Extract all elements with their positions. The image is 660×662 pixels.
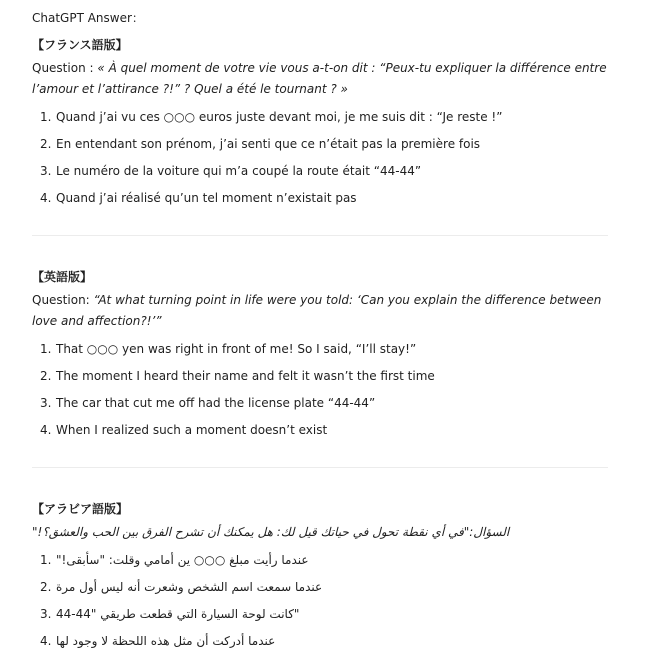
list-item: [32, 366, 608, 393]
item-text: When I realized such a moment doesn’t exist: [56, 423, 328, 437]
item-number: 4.: [40, 191, 52, 205]
item-number: 1.: [40, 110, 52, 124]
list-item: [32, 420, 608, 447]
list-item: [32, 107, 608, 134]
item-number: 1.: [40, 553, 52, 567]
list-item: [32, 604, 608, 631]
question-text: السؤال:"في أي نقطة تحول في حياتك قيل لك: هل يمكنك أن تشرح الفرق بين الحب والعشق؟!": [32, 525, 510, 539]
section-divider: [32, 467, 608, 468]
list-item: [32, 393, 608, 420]
item-number: 4.: [40, 634, 52, 648]
item-number: 4.: [40, 423, 52, 437]
section-heading: 【英語版】: [32, 270, 93, 284]
item-number: 2.: [40, 580, 52, 594]
list-item: [32, 339, 608, 366]
item-number: 3.: [40, 607, 52, 621]
section-heading: 【アラビア語版】: [32, 502, 129, 516]
list-item: [32, 631, 608, 658]
intro-label: ChatGPT Answer：: [32, 11, 144, 25]
section-english: [32, 269, 608, 447]
section-arabic: [32, 501, 608, 658]
item-text: "كانت لوحة السيارة التي قطعت طريقي "44-44: [56, 607, 300, 621]
item-text: Quand j’ai réalisé qu’un tel moment n’existait pas: [56, 191, 357, 205]
item-number: 3.: [40, 396, 52, 410]
question-label: Question :: [32, 61, 94, 75]
question-text: “At what turning point in life were you told: ‘Can you explain the difference between love and affection?!’”: [32, 293, 602, 328]
item-number: 2.: [40, 369, 52, 383]
question: [32, 58, 608, 100]
list-item: [32, 161, 608, 188]
item-text: The car that cut me off had the license plate “44-44”: [56, 396, 376, 410]
list-item: [32, 577, 608, 604]
answer-list: [32, 339, 608, 447]
item-text: En entendant son prénom, j’ai senti que ce n’était pas la première fois: [56, 137, 481, 151]
item-number: 1.: [40, 342, 52, 356]
item-text: Le numéro de la voiture qui m’a coupé la route était “44-44”: [56, 164, 422, 178]
item-text: عندما أدركت أن مثل هذه اللحظة لا وجود لها: [56, 634, 276, 648]
list-item: [32, 134, 608, 161]
section-heading: 【フランス語版】: [32, 38, 128, 52]
question: [32, 290, 608, 332]
list-item: [32, 188, 608, 215]
answer-list: [32, 107, 608, 215]
list-item: [32, 550, 608, 577]
answer-list: [32, 550, 608, 658]
section-divider: [32, 235, 608, 236]
item-number: 2.: [40, 137, 52, 151]
question-text: « À quel moment de votre vie vous a-t-on dit : “Peux-tu expliquer la différence entre l’amour et l’attirance ?!” ? Quel a été le tournant ? »: [32, 61, 607, 96]
item-text: Quand j’ai vu ces ○○○ euros juste devant moi, je me suis dit : “Je reste !”: [56, 110, 503, 124]
item-text: That ○○○ yen was right in front of me! So I said, “I’ll stay!”: [56, 342, 417, 356]
item-text: عندما سمعت اسم الشخص وشعرت أنه ليس أول مرة: [56, 580, 323, 594]
section-french: [32, 37, 608, 215]
item-text: عندما رأيت مبلغ ○○○ ين أمامي وقلت: "سأبقى!": [56, 553, 309, 567]
question-label: Question:: [32, 293, 90, 307]
item-number: 3.: [40, 164, 52, 178]
item-text: The moment I heard their name and felt it wasn’t the first time: [56, 369, 435, 383]
